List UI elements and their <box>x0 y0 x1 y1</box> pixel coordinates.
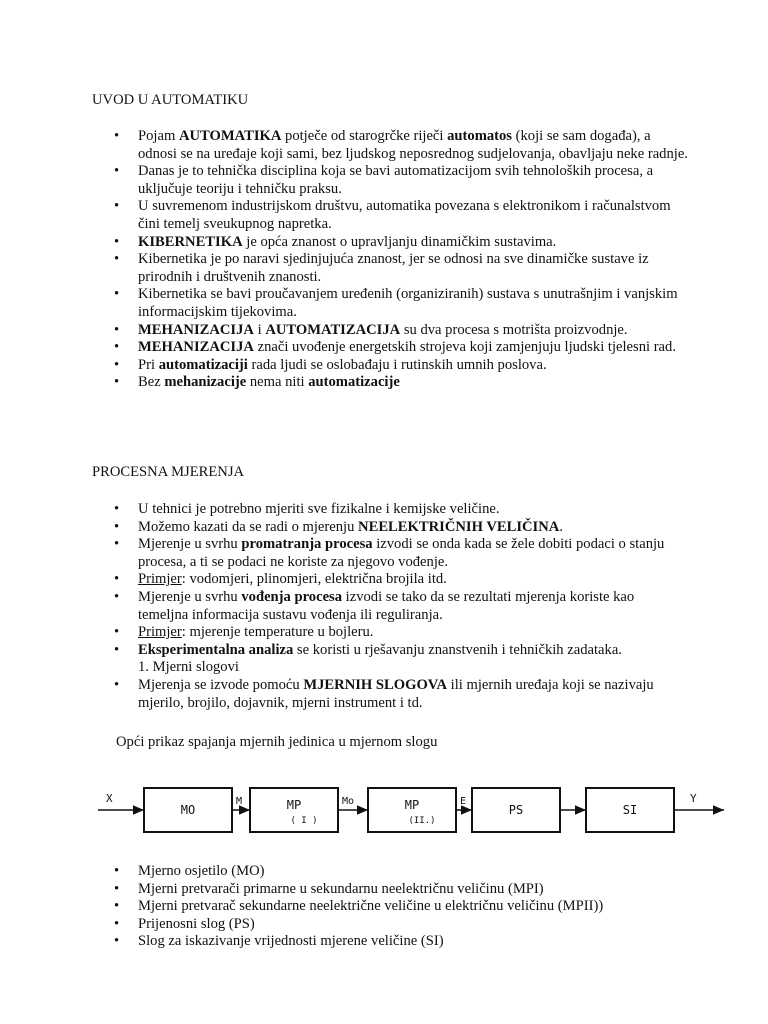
block-label: SI <box>622 803 638 817</box>
text-fragment: nema niti <box>246 374 309 391</box>
signal-label: Mo <box>342 796 355 807</box>
section-title-mjerenja: PROCESNA MJERENJA <box>92 464 245 480</box>
bullet-item <box>0 286 768 321</box>
bold-term: AUTOMATIKA <box>178 128 282 144</box>
text-fragment: i <box>253 321 266 338</box>
text-fragment: Pri <box>138 356 159 373</box>
bold-term: NEELEKTRIČNIH VELIČINA <box>358 518 560 535</box>
bold-term: vođenja procesa <box>241 588 343 605</box>
text-fragment: potječe od starogrčke riječi <box>281 128 448 144</box>
intro-bullet-list <box>0 128 768 392</box>
bold-term: Eksperimentalna analiza <box>138 641 294 658</box>
bold-term: mehanizacije <box>164 374 247 391</box>
bullet-item <box>0 571 768 589</box>
text-fragment: U tehnici je potrebno mjeriti sve fizikalne i kemijske veličine. <box>138 501 500 517</box>
block-label: MP <box>286 798 302 812</box>
legend-item: • Prijenosni slog (PS) <box>0 916 768 934</box>
bullet-item <box>0 624 768 642</box>
text-fragment: Bez <box>138 374 165 391</box>
text-fragment: Možemo kazati da se radi o mjerenju <box>138 518 359 535</box>
bullet-item <box>0 163 768 198</box>
bullet-item <box>0 251 768 286</box>
block-sublabel: ( I ) <box>290 816 318 826</box>
section-title-uvod: UVOD U AUTOMATIKU <box>92 92 249 108</box>
bullet-item <box>0 589 768 624</box>
text-fragment: izvodi se tako da se rezultati mjerenja koriste kao temeljna informacija sustavu vođenja ili reguliranja. <box>138 588 635 623</box>
text-fragment: Danas je to tehnička disciplina koja se bavi automatizacijom svih tehnoloških procesa, a uključuje teoriju i tehničku praksu. <box>138 163 654 197</box>
legend-bullet-list <box>0 863 768 951</box>
bold-term: automatizaciji <box>158 356 248 373</box>
bullet-item <box>0 128 768 163</box>
bullet-item <box>0 234 768 252</box>
bullet-item <box>0 339 768 357</box>
bullet-item <box>0 357 768 375</box>
signal-label: M <box>236 796 243 807</box>
bullet-item <box>0 519 768 537</box>
sub-heading: 1. Mjerni slogovi <box>138 659 239 676</box>
bullet-item <box>0 642 768 660</box>
bullet-item <box>0 374 768 392</box>
text-fragment: U suvremenom industrijskom društvu, automatika povezana s elektronikom i računalstvom čini temelj sveukupnog napretka. <box>138 198 671 232</box>
bold-term: MJERNIH SLOGOVA <box>303 676 448 693</box>
output-label: Y <box>690 792 697 805</box>
text-fragment: Mjerenje u svrhu <box>138 536 242 553</box>
legend-item: • Mjerni pretvarači primarne u sekundarnu neelektričnu veličinu (MPI) <box>0 881 768 899</box>
text-fragment: su dva procesa s motrišta proizvodnje. <box>400 321 628 338</box>
text-fragment: ili mjernih uređaja koji se nazivaju mjerilo, brojilo, dojavnik, mjerni instrument i td. <box>138 676 654 711</box>
bullet-item <box>0 501 768 519</box>
text-fragment: : vodomjeri, plinomjeri, električna brojila itd. <box>181 571 447 588</box>
legend-item: • Mjerno osjetilo (MO) <box>0 863 768 881</box>
text-fragment: : mjerenje temperature u bojleru. <box>181 624 374 641</box>
text-fragment: izvodi se onda kada se žele dobiti podaci o stanju procesa, a ti se podaci ne koriste za njegovo vođenje. <box>138 536 665 570</box>
bold-term: automatos <box>447 128 512 144</box>
block-sublabel: (II.) <box>408 816 436 826</box>
diagram-caption: Opći prikaz spajanja mjernih jedinica u mjernom slogu <box>116 734 438 750</box>
underlined-term: Primjer <box>138 571 182 588</box>
text-fragment: je opća znanost o upravljanju dinamičkim sustavima. <box>242 233 557 250</box>
underlined-term: Primjer <box>138 624 182 641</box>
block-label: PS <box>508 803 524 817</box>
bold-term: promatranja procesa <box>241 536 373 553</box>
text-fragment: rada ljudi se oslobađaju i rutinskih umnih poslova. <box>247 356 547 373</box>
block-label: MO <box>180 803 196 817</box>
text-fragment: Mjerenja se izvode pomoću <box>138 676 304 693</box>
input-label: X <box>106 792 113 805</box>
bullet-item <box>0 198 768 233</box>
bold-term: MEHANIZACIJA <box>138 339 254 356</box>
measurement-chain-diagram <box>92 770 732 850</box>
text-fragment: Mjerenje u svrhu <box>138 588 242 605</box>
text-fragment: . <box>559 518 563 535</box>
bullet-item <box>0 536 768 571</box>
bold-term: AUTOMATIZACIJA <box>265 321 401 338</box>
text-fragment: (koji se sam događa), a odnosi se na uređaje koji sami, bez ljudskog neposrednog sudjelovanja, obavljaju neke radnje. <box>138 128 688 162</box>
text-fragment: Pojam <box>138 128 179 144</box>
measurement-bullet-list <box>0 501 768 712</box>
signal-label: E <box>460 796 467 807</box>
bullet-item <box>0 677 768 712</box>
text-fragment: Kibernetika je po naravi sjedinjujuća znanost, jer se odnosi na sve dinamičke sustave iz prirodnih i društvenih znanosti. <box>138 251 649 285</box>
legend-item: • Mjerni pretvarač sekundarne neelektrične veličine u električnu veličinu (MPII)) <box>0 898 768 916</box>
bold-term: automatizacije <box>308 374 400 391</box>
bold-term: MEHANIZACIJA <box>138 321 254 338</box>
bold-term: KIBERNETIKA <box>138 233 243 250</box>
text-fragment: Kibernetika se bavi proučavanjem uređenih (organiziranih) sustava s unutrašnjim i vanjskim informacijskim tijekovima. <box>138 286 678 320</box>
block-label: MP <box>404 798 420 812</box>
bullet-item <box>0 322 768 340</box>
text-fragment: se koristi u rješavanju znanstvenih i tehničkih zadataka. <box>293 641 622 658</box>
legend-item: • Slog za iskazivanje vrijednosti mjerene veličine (SI) <box>0 933 768 951</box>
text-fragment: znači uvođenje energetskih strojeva koji zamjenjuju ljudski tjelesni rad. <box>253 339 676 356</box>
